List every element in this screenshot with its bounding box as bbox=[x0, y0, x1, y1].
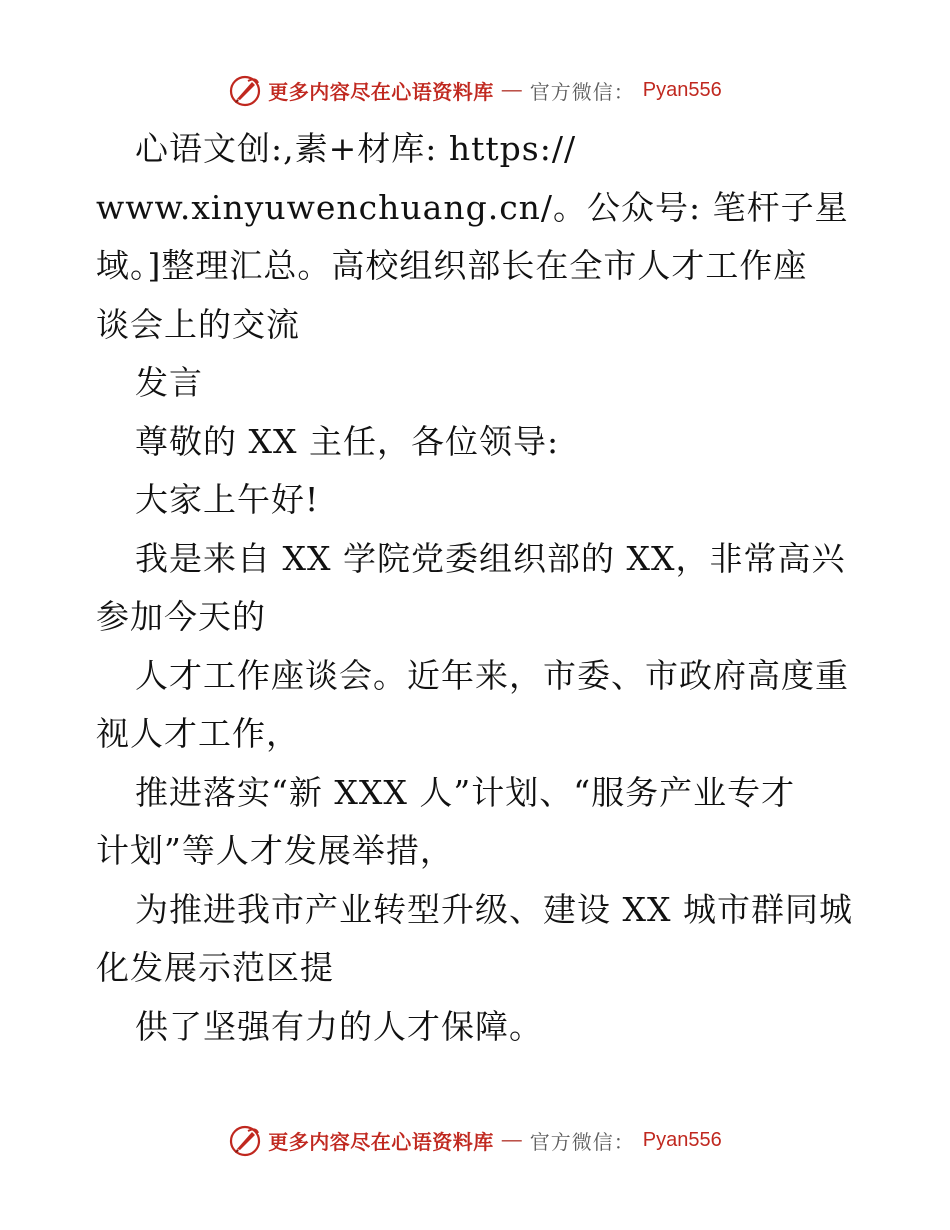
text-line: 大家上午好! bbox=[135, 480, 320, 519]
banner-wechat-id: Pyan556 bbox=[642, 78, 722, 101]
text-line: 计划”等人才发展举措， bbox=[96, 831, 454, 870]
document-body bbox=[96, 120, 866, 1056]
text-line: 我是来自 XX 学院党委组织部的 XX，非常高兴 bbox=[135, 538, 846, 578]
banner-dash: — bbox=[501, 1128, 522, 1151]
quill-logo-icon bbox=[228, 73, 262, 107]
text-line: 参加今天的 bbox=[96, 597, 266, 636]
text-line: www.xinyuwenchuang.cn/。公众号: 笔杆子星 bbox=[96, 187, 849, 227]
text-line: 人才工作座谈会。近年来，市委、市政府高度重 bbox=[135, 655, 849, 695]
quill-logo-icon bbox=[228, 1123, 262, 1157]
banner-site-text: 更多内容尽在心语资料库 bbox=[268, 1129, 494, 1154]
banner-wechat-label: 官方微信： bbox=[529, 79, 635, 104]
banner-dash: — bbox=[501, 78, 522, 101]
text-line: 尊敬的 XX 主任，各位领导: bbox=[135, 421, 560, 461]
banner-wechat-label: 官方微信： bbox=[529, 1129, 635, 1154]
footer-banner-content bbox=[228, 1123, 721, 1157]
banner-wechat-id: Pyan556 bbox=[642, 1128, 722, 1151]
text-line: 视人才工作， bbox=[96, 714, 300, 753]
text-line: 为推进我市产业转型升级、建设 XX 城市群同城 bbox=[135, 889, 853, 929]
text-line: 谈会上的交流 bbox=[96, 304, 300, 344]
text-line: 供了坚强有力的人才保障。 bbox=[135, 1006, 543, 1046]
footer-banner bbox=[0, 1120, 950, 1160]
text-line: 推进落实“新 XXX 人”计划、“服务产业专才 bbox=[135, 772, 796, 812]
text-line: 发言 bbox=[135, 363, 203, 402]
text-line: 化发展示范区提 bbox=[96, 948, 334, 987]
header-banner-content bbox=[228, 73, 721, 107]
banner-site-text: 更多内容尽在心语资料库 bbox=[268, 79, 494, 104]
text-line: 域。]整理汇总。高校组织部长在全市人才工作座 bbox=[96, 246, 808, 285]
text-line: 心语文创:,素+材库: https:// bbox=[135, 129, 577, 168]
header-banner bbox=[0, 70, 950, 110]
